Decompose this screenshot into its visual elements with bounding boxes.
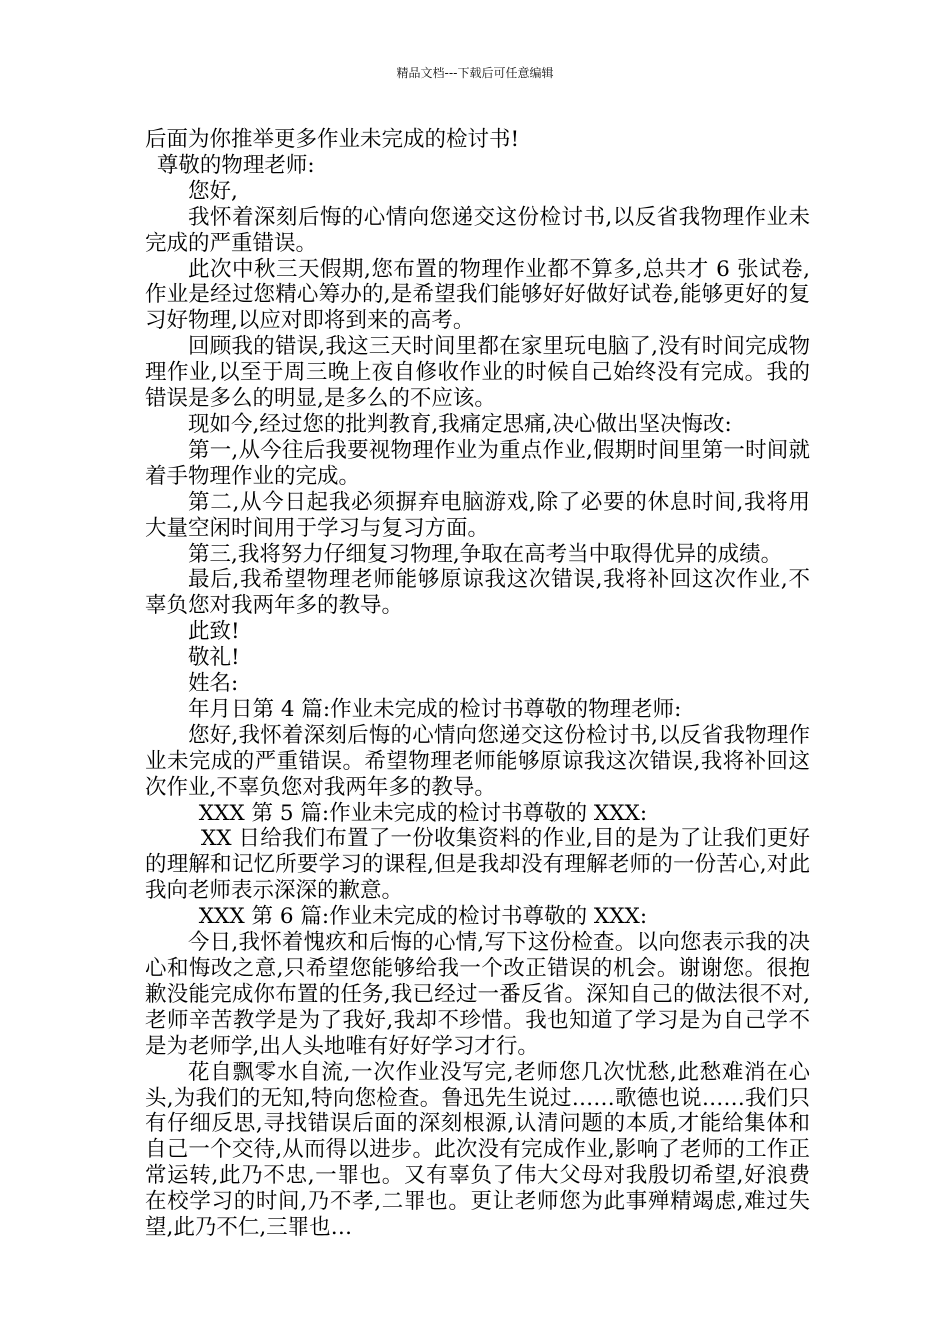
paragraph: 第二,从今日起我必须摒弃电脑游戏,除了必要的休息时间,我将用大量空闲时间用于学习与复习方面。: [145, 489, 810, 541]
paragraph-salutation: 尊敬的物理老师:: [156, 152, 315, 178]
paragraph-section-heading: XXX 第 6 篇:作业未完成的检讨书尊敬的 XXX:: [198, 904, 648, 930]
paragraph-closing: 此致!: [188, 619, 240, 645]
paragraph: 您好,我怀着深刻后悔的心情向您递交这份检讨书,以反省我物理作业未完成的严重错误。希望物理老师能够原谅我这次错误,我将补回这次作业,不辜负您对我两年多的教导。: [145, 722, 810, 800]
paragraph-section-heading: XXX 第 5 篇:作业未完成的检讨书尊敬的 XXX:: [198, 800, 648, 826]
paragraph: 此次中秋三天假期,您布置的物理作业都不算多,总共才 6 张试卷,作业是经过您精心筹办的,是希望我们能够好好做好试卷,能够更好的复习好物理,以应对即将到来的高考。: [145, 256, 810, 334]
paragraph: XX 日给我们布置了一份收集资料的作业,目的是为了让我们更好的理解和记忆所要学习的课程,但是我却没有理解老师的一份苦心,对此我向老师表示深深的歉意。: [145, 826, 810, 904]
paragraph: 回顾我的错误,我这三天时间里都在家里玩电脑了,没有时间完成物理作业,以至于周三晚上夜自修收作业的时候自己始终没有完成。我的错误是多么的明显,是多么的不应该。: [145, 334, 810, 412]
paragraph: 最后,我希望物理老师能够原谅我这次错误,我将补回这次作业,不辜负您对我两年多的教导。: [145, 567, 810, 619]
paragraph: 现如今,经过您的批判教育,我痛定思痛,决心做出坚决悔改:: [188, 411, 732, 437]
paragraph-signature: 姓名:: [188, 671, 239, 697]
page-header: 精品文档---下载后可任意编辑: [396, 66, 554, 80]
document-body: [145, 127, 810, 1241]
paragraph: 第三,我将努力仔细复习物理,争取在高考当中取得优异的成绩。: [188, 541, 783, 567]
paragraph: 第一,从今往后我要视物理作业为重点作业,假期时间里第一时间就着手物理作业的完成。: [145, 437, 810, 489]
paragraph: 今日,我怀着愧疚和后悔的心情,写下这份检查。以向您表示我的决心和悔改之意,只希望您能够给我一个改正错误的机会。谢谢您。很抱歉没能完成你布置的任务,我已经过一番反省。深知自己的做法很不对,老师辛苦教学是为了我好,我却不珍惜。我也知道了学习是为自己学不是为老师学,出人头地唯有好好学习才行。: [145, 930, 810, 1059]
paragraph: 花自飘零水自流,一次作业没写完,老师您几次忧愁,此愁难消在心头,为我们的无知,特向您检查。鲁迅先生说过……歌德也说……我们只有仔细反思,寻找错误后面的深刻根源,认清问题的本质,才能给集体和自己一个交待,从而得以进步。此次没有完成作业,影响了老师的工作正常运转,此乃不忠,一罪也。又有辜负了伟大父母对我殷切希望,好浪费在校学习的时间,乃不孝,二罪也。更让老师您为此事殚精竭虑,难过失望,此乃不仁,三罪也…: [145, 1059, 810, 1241]
paragraph-closing: 敬礼!: [188, 645, 240, 671]
paragraph-section-heading: 年月日第 4 篇:作业未完成的检讨书尊敬的物理老师:: [188, 696, 682, 722]
paragraph-greeting: 您好,: [188, 178, 238, 204]
paragraph-intro: 后面为你推举更多作业未完成的检讨书!: [145, 127, 520, 152]
paragraph: 我怀着深刻后悔的心情向您递交这份检讨书,以反省我物理作业未完成的严重错误。: [145, 204, 810, 256]
